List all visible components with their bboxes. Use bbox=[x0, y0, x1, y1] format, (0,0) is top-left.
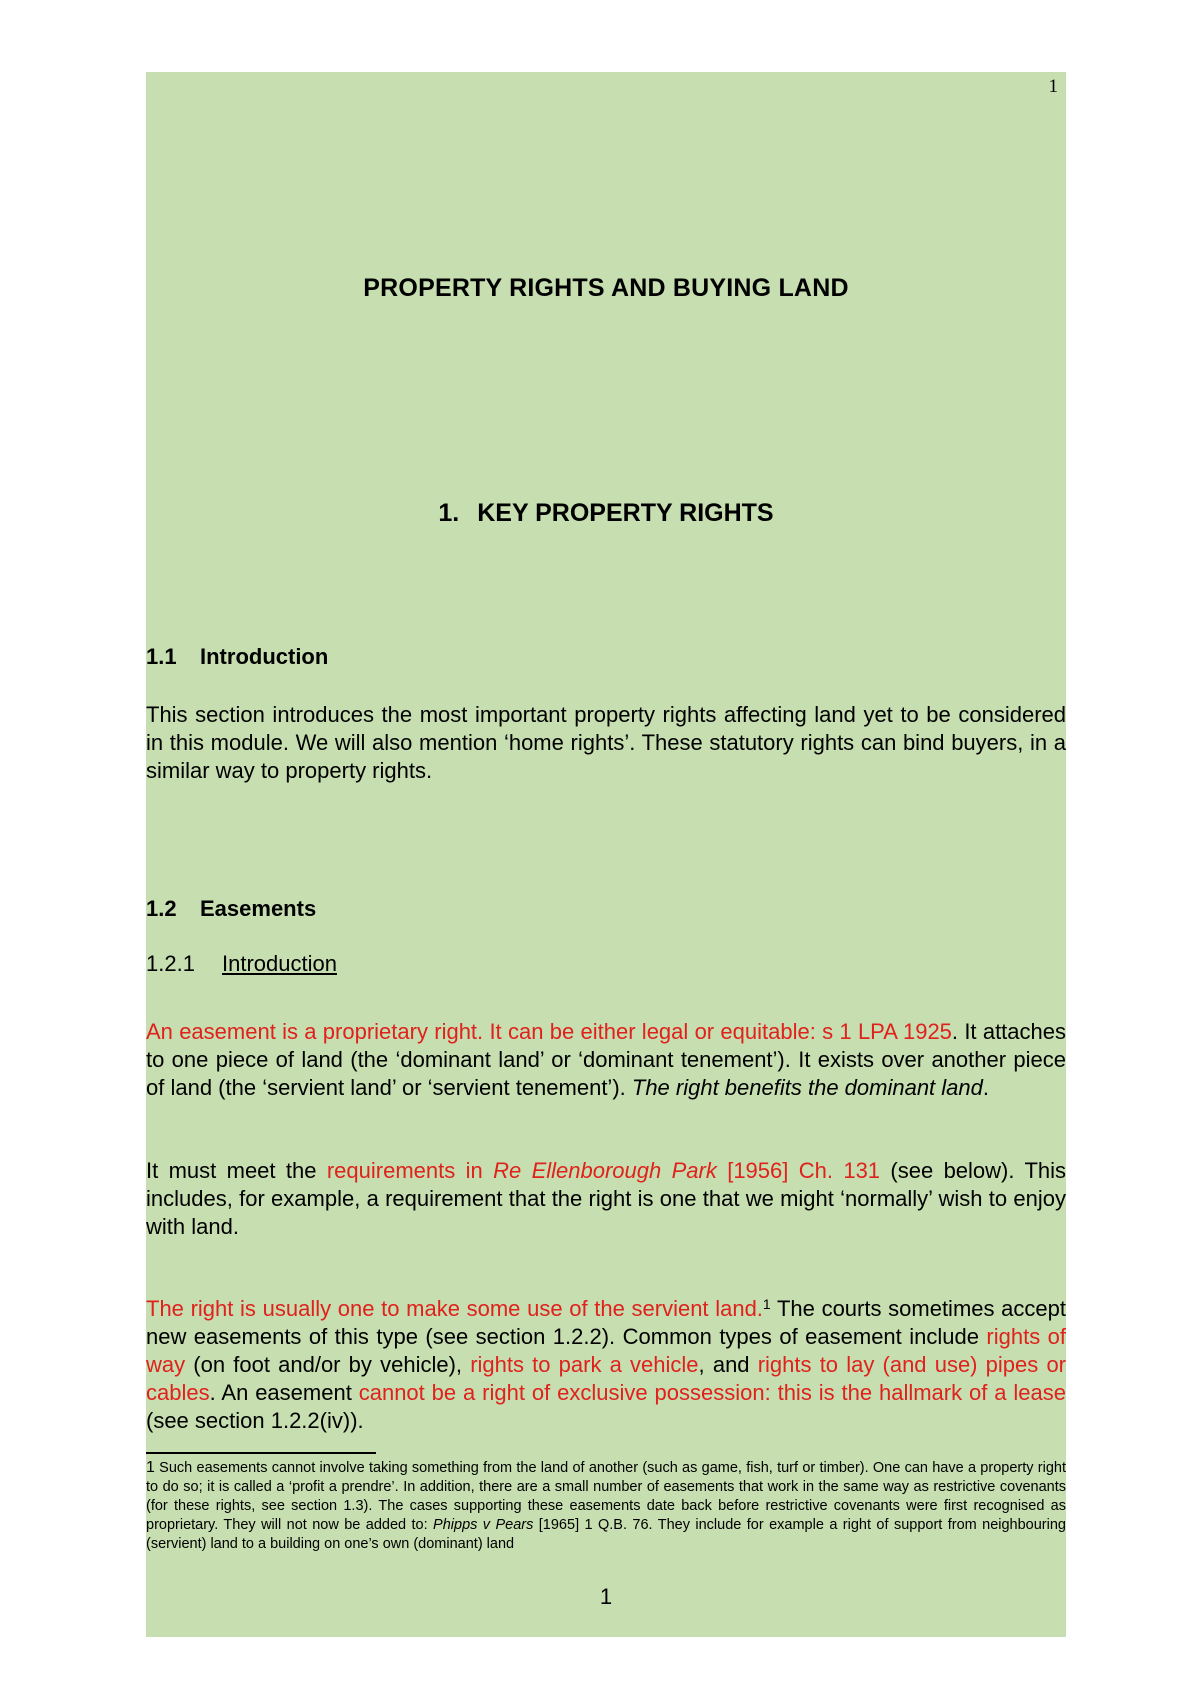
subsection-title: Introduction bbox=[222, 951, 337, 976]
document-page bbox=[146, 72, 1066, 1637]
paragraph-text: The courts sometimes accept new easements of this type (see section 1.2.2). Common types of easement include bbox=[146, 1296, 1066, 1349]
footnote-text: [1965] 1 Q.B. 76. They include for example a right of support from neighbouring (servient) land to a building on one’s own (dominant) land bbox=[146, 1517, 1066, 1552]
red-highlight-text: An easement is a proprietary right. It can be either legal or equitable: s 1 LPA 1925 bbox=[146, 1019, 952, 1044]
section-1-1-heading bbox=[146, 644, 328, 670]
red-highlight-text: rights of way bbox=[146, 1324, 1067, 1377]
chapter-heading bbox=[146, 499, 1066, 528]
red-highlight-text: rights to park a vehicle bbox=[470, 1352, 699, 1377]
section-number: 1.2 bbox=[146, 896, 177, 921]
footnote-text: Such easements cannot involve taking something from the land of another (such as game, fish, turf or timber). One can have a property right to do so; it is called a ‘profit a prendre’. In addition, there are a small number of easements that work in the same way as restrictive covenants (for these rights, see section 1.3). The cases supporting these easements date back before restrictive covenants were first recognised as proprietary. They will not now be added to: bbox=[146, 1460, 1066, 1533]
footnote bbox=[146, 1458, 1066, 1554]
easement-definition-paragraph bbox=[146, 1018, 1066, 1102]
paragraph-text: (see below). This includes, for example, a requirement that the right is one that we might ‘normally’ wish to enjoy with land. bbox=[146, 1158, 1067, 1239]
section-title: Introduction bbox=[200, 644, 329, 669]
red-highlight-text: rights to lay (and use) pipes or cables bbox=[146, 1352, 1067, 1405]
footnote-separator bbox=[146, 1452, 376, 1454]
document-title: PROPERTY RIGHTS AND BUYING LAND bbox=[363, 274, 849, 302]
red-highlight-text: requirements in bbox=[326, 1158, 494, 1183]
subsection-1-2-1-heading bbox=[146, 951, 337, 977]
footnote-mark: 1 bbox=[146, 1459, 155, 1476]
page-number-top: 1 bbox=[1048, 76, 1058, 97]
chapter-number: 1. bbox=[438, 499, 460, 527]
italic-text: The right benefits the dominant land bbox=[631, 1075, 983, 1100]
red-highlight-text: The right is usually one to make some use of the servient land. bbox=[146, 1296, 763, 1321]
footnote-reference[interactable]: 1 bbox=[762, 1296, 771, 1312]
case-name: Re Ellenborough Park bbox=[493, 1158, 717, 1183]
section-title: Easements bbox=[200, 896, 317, 921]
requirements-paragraph bbox=[146, 1157, 1066, 1241]
paragraph-text: (on foot and/or by vehicle), bbox=[185, 1352, 471, 1377]
paragraph-text: . An easement bbox=[209, 1380, 359, 1405]
uses-paragraph bbox=[146, 1295, 1066, 1435]
section-1-2-heading bbox=[146, 896, 316, 922]
section-number: 1.1 bbox=[146, 644, 177, 669]
paragraph-text: . bbox=[982, 1075, 990, 1100]
paragraph-text: It must meet the bbox=[146, 1158, 327, 1183]
red-highlight-text: [1956] Ch. 131 bbox=[716, 1158, 881, 1183]
case-name: Phipps v Pears bbox=[433, 1517, 534, 1533]
paragraph-text: (see section 1.2.2(iv)). bbox=[146, 1408, 364, 1433]
paragraph-text: . It attaches to one piece of land (the ‘dominant land’ or ‘dominant tenement’). It exists over another piece of land (the ‘servient land’ or ‘servient tenement’). bbox=[146, 1019, 1067, 1100]
chapter-title: KEY PROPERTY RIGHTS bbox=[477, 499, 774, 527]
subsection-number: 1.2.1 bbox=[146, 951, 195, 976]
section-1-1-paragraph: This section introduces the most important property rights affecting land yet to be considered in this module. We will also mention ‘home rights’. These statutory rights can bind buyers, in a similar way to property rights. bbox=[146, 702, 1066, 783]
paragraph-text: , and bbox=[698, 1352, 758, 1377]
red-highlight-text: cannot be a right of exclusive possession: this is the hallmark of a lease bbox=[358, 1380, 1066, 1405]
page-number-bottom: 1 bbox=[599, 1584, 613, 1609]
